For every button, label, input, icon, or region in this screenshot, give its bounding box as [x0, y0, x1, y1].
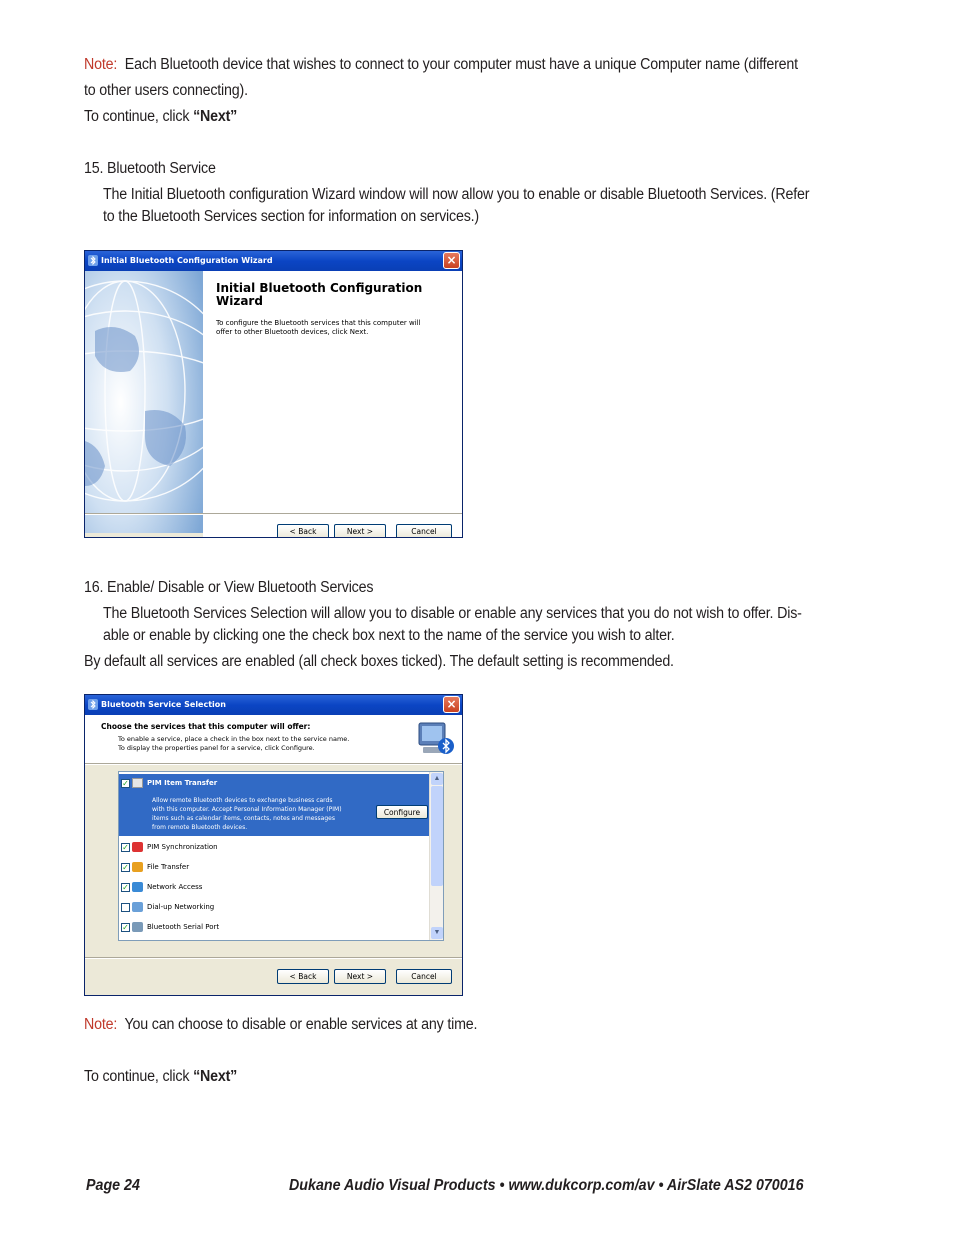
continue-prefix: To continue, click	[84, 108, 190, 125]
wizard-heading	[216, 282, 422, 308]
wizard-content-pane	[203, 271, 462, 538]
next-button[interactable]: Next >	[334, 969, 386, 984]
note-label: Note:	[84, 1016, 118, 1033]
service-name: Dial-up Networking	[147, 903, 215, 911]
bluetooth-icon	[88, 699, 98, 710]
selected-service-item[interactable]	[119, 774, 430, 836]
service-title-text: Bluetooth Service Selection	[101, 700, 226, 709]
wizard-title-text: Initial Bluetooth Configuration Wizard	[101, 256, 273, 265]
service-icon	[132, 862, 143, 872]
service-icon	[132, 842, 143, 852]
wizard-desc-line2: offer to other Bluetooth devices, click Next.	[216, 328, 369, 336]
service-checkbox[interactable]: ✓	[122, 882, 129, 892]
list-item[interactable]	[121, 776, 217, 790]
configure-button[interactable]: Configure	[376, 805, 428, 819]
cancel-button[interactable]: Cancel	[396, 969, 452, 984]
header-separator	[85, 763, 462, 765]
service-header-title: Choose the services that this computer will offer:	[101, 722, 311, 731]
bluetooth-icon	[88, 255, 98, 266]
note-text: Each Bluetooth device that wishes to connect to your computer must have a unique Computer name (different	[124, 56, 798, 73]
close-button[interactable]: ×	[443, 696, 460, 713]
service-checkbox[interactable]: ✓	[122, 778, 129, 788]
service-name: Network Access	[147, 883, 203, 891]
step15-body-line1: The Initial Bluetooth configuration Wizard window will now allow you to enable or disable Bluetooth Services. (Refer	[103, 186, 810, 203]
pim-transfer-icon	[132, 778, 143, 788]
wizard-heading-line2: Wizard	[216, 294, 263, 308]
continue-next: “Next”	[193, 108, 238, 125]
scroll-up-icon[interactable]: ▲	[431, 773, 443, 785]
service-checkbox[interactable]: ✓	[122, 922, 129, 932]
service-header-line1: To enable a service, place a check in the box next to the service name.	[118, 735, 350, 743]
step16-body-line2: able or enable by clicking one the check box next to the name of the service you wish to alter.	[103, 627, 675, 644]
service-header-line2: To display the properties panel for a service, click Configure.	[118, 744, 315, 752]
computer-bluetooth-icon	[415, 719, 455, 759]
continue-prefix: To continue, click	[84, 1068, 190, 1085]
back-button[interactable]: < Back	[277, 969, 329, 984]
close-button[interactable]: ×	[443, 252, 460, 269]
list-item[interactable]	[121, 860, 189, 874]
service-header	[85, 715, 462, 763]
service-name: PIM Synchronization	[147, 843, 218, 851]
service-icon	[132, 882, 143, 892]
service-titlebar	[85, 695, 462, 715]
wizard-titlebar	[85, 251, 462, 271]
next-button[interactable]: Next >	[334, 524, 386, 538]
service-name: Bluetooth Serial Port	[147, 923, 220, 931]
step16-body-line1: The Bluetooth Services Selection will allow you to disable or enable any services that you do not wish to offer. Dis-	[103, 605, 802, 622]
service-name: PIM Item Transfer	[147, 779, 218, 787]
note-label: Note:	[84, 56, 118, 73]
continue-next: “Next”	[193, 1068, 238, 1085]
back-button[interactable]: < Back	[277, 524, 329, 538]
list-item[interactable]	[121, 880, 202, 894]
step16-heading: 16. Enable/ Disable or View Bluetooth Services	[84, 579, 374, 596]
note-text: You can choose to disable or enable services at any time.	[124, 1016, 478, 1033]
wizard-separator	[85, 513, 462, 515]
footer-separator	[85, 957, 462, 959]
service-description: Allow remote Bluetooth devices to exchange business cards with this computer. Accept Personal Information Manager (PIM) items such as calendar items, contacts, notes and messages from remote Bluetooth devices.	[152, 797, 342, 831]
wizard-desc-line1: To configure the Bluetooth services that this computer will	[216, 319, 421, 327]
intro-note	[84, 54, 798, 76]
step15-body-line2: to the Bluetooth Services section for information on services.)	[103, 208, 479, 225]
step15-heading: 15. Bluetooth Service	[84, 160, 216, 177]
page-number: Page 24	[86, 1177, 140, 1194]
cancel-button[interactable]: Cancel	[396, 524, 452, 538]
intro-continue	[84, 106, 237, 128]
service-icon	[132, 902, 143, 912]
wizard-window	[84, 250, 463, 538]
wizard-heading-line1: Initial Bluetooth Configuration	[216, 281, 423, 295]
intro-note-continued: to other users connecting).	[84, 82, 248, 99]
step16-body-line3: By default all services are enabled (all check boxes ticked). The default setting is recommended.	[84, 653, 674, 670]
service-checkbox[interactable]: ✓	[122, 842, 129, 852]
outro-continue	[84, 1066, 237, 1088]
globe-graphic	[85, 271, 203, 538]
list-item[interactable]	[121, 900, 214, 914]
service-icon	[132, 922, 143, 932]
service-checkbox[interactable]: ✓	[122, 862, 129, 872]
service-checkbox[interactable]	[121, 903, 130, 912]
scroll-down-icon[interactable]: ▼	[431, 927, 443, 939]
services-list[interactable]	[118, 771, 444, 941]
list-item[interactable]	[121, 920, 219, 934]
service-selection-window	[84, 694, 463, 996]
list-scrollbar[interactable]	[429, 772, 443, 940]
footer-credit: Dukane Audio Visual Products • www.dukcorp.com/av • AirSlate AS2 070016	[289, 1177, 804, 1194]
wizard-description	[216, 319, 431, 337]
scroll-thumb[interactable]	[431, 786, 443, 886]
service-name: File Transfer	[147, 863, 190, 871]
list-item[interactable]	[121, 840, 218, 854]
outro-note	[84, 1014, 477, 1036]
